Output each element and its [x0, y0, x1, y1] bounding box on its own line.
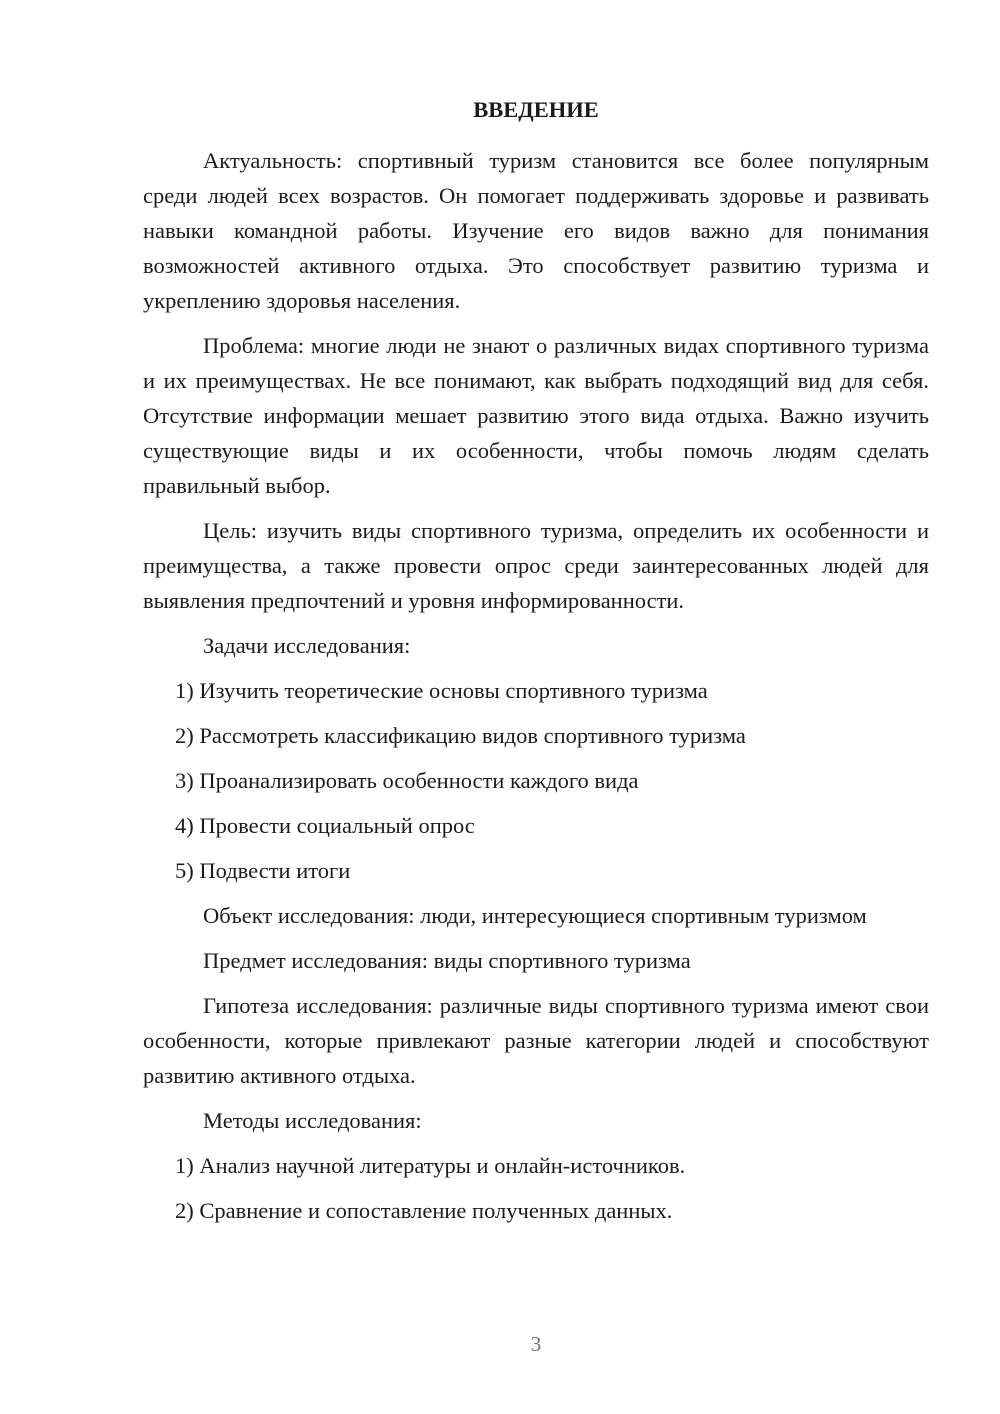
subject-paragraph: Предмет исследования: виды спортивного туризма [203, 948, 691, 973]
task-item: 1) Изучить теоретические основы спортивного туризма [175, 678, 708, 703]
task-item: 3) Проанализировать особенности каждого вида [175, 768, 639, 793]
hypothesis-paragraph: Гипотеза исследования: различные виды спортивного туризма имеют свои особенности, которые привлекают разные категории людей и способствуют развитию активного отдыха. [143, 993, 929, 1088]
object-paragraph: Объект исследования: люди, интересующиеся спортивным туризмом [203, 903, 867, 928]
document-page [143, 92, 929, 1238]
page-title: ВВЕДЕНИЕ [473, 97, 599, 122]
task-item: 4) Провести социальный опрос [175, 813, 475, 838]
method-item: 1) Анализ научной литературы и онлайн-источников. [175, 1153, 686, 1178]
task-item: 2) Рассмотреть классификацию видов спортивного туризма [175, 723, 746, 748]
tasks-heading: Задачи исследования: [203, 633, 411, 658]
relevance-paragraph: Актуальность: спортивный туризм становится все более популярным среди людей всех возрастов. Он помогает поддерживать здоровье и развивать навыки командной работы. Изучение его видов важно для понимания возможностей активного отдыха. Это способствует развитию туризма и укреплению здоровья населения. [143, 148, 929, 313]
method-item: 2) Сравнение и сопоставление полученных данных. [175, 1198, 673, 1223]
problem-paragraph: Проблема: многие люди не знают о различных видах спортивного туризма и их преимуществах. Не все понимают, как выбрать подходящий вид для себя. Отсутствие информации мешает развитию этого вида отдыха. Важно изучить существующие виды и их особенности, чтобы помочь людям сделать правильный выбор. [143, 333, 929, 498]
task-item: 5) Подвести итоги [175, 858, 351, 883]
page-number: 3 [530, 1332, 542, 1356]
methods-heading: Методы исследования: [203, 1108, 422, 1133]
goal-paragraph: Цель: изучить виды спортивного туризма, определить их особенности и преимущества, а также провести опрос среди заинтересованных людей для выявления предпочтений и уровня информированности. [143, 518, 929, 613]
